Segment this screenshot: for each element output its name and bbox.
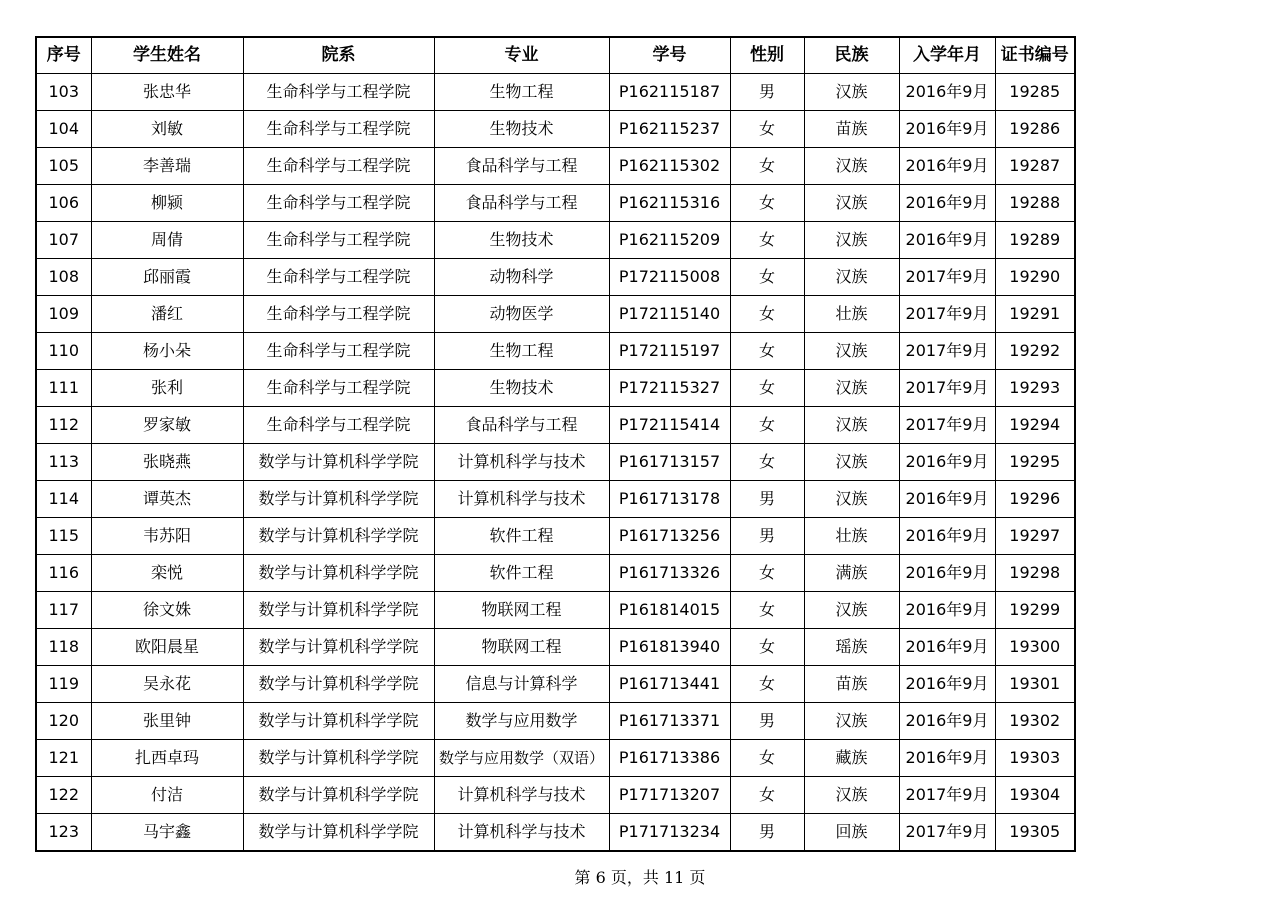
cell-department: 数学与计算机科学学院 — [243, 518, 434, 555]
cell-enrollment-date: 2016年9月 — [899, 518, 995, 555]
cell-major: 生物工程 — [434, 74, 609, 111]
cell-student-id: P162115237 — [609, 111, 730, 148]
cell-department: 生命科学与工程学院 — [243, 259, 434, 296]
student-roster-table — [35, 36, 1076, 852]
cell-certificate-number: 19302 — [995, 703, 1075, 740]
cell-student-name: 扎西卓玛 — [91, 740, 243, 777]
table-row — [36, 592, 1075, 629]
cell-ethnicity: 壮族 — [804, 296, 899, 333]
cell-student-name: 李善瑞 — [91, 148, 243, 185]
cell-enrollment-date: 2016年9月 — [899, 148, 995, 185]
cell-gender: 女 — [730, 407, 804, 444]
cell-ethnicity: 汉族 — [804, 259, 899, 296]
cell-ethnicity: 回族 — [804, 814, 899, 852]
cell-enrollment-date: 2016年9月 — [899, 222, 995, 259]
cell-student-name: 欧阳晨星 — [91, 629, 243, 666]
cell-enrollment-date: 2016年9月 — [899, 703, 995, 740]
cell-gender: 男 — [730, 703, 804, 740]
cell-major: 生物技术 — [434, 222, 609, 259]
cell-index: 103 — [36, 74, 91, 111]
cell-gender: 女 — [730, 148, 804, 185]
cell-department: 数学与计算机科学学院 — [243, 777, 434, 814]
cell-department: 数学与计算机科学学院 — [243, 555, 434, 592]
cell-department: 数学与计算机科学学院 — [243, 592, 434, 629]
cell-index: 116 — [36, 555, 91, 592]
cell-department: 生命科学与工程学院 — [243, 333, 434, 370]
cell-gender: 女 — [730, 333, 804, 370]
cell-enrollment-date: 2016年9月 — [899, 481, 995, 518]
cell-major: 软件工程 — [434, 518, 609, 555]
cell-student-id: P161713157 — [609, 444, 730, 481]
cell-student-name: 马宇鑫 — [91, 814, 243, 852]
table-row — [36, 518, 1075, 555]
cell-gender: 女 — [730, 370, 804, 407]
cell-index: 117 — [36, 592, 91, 629]
cell-student-name: 谭英杰 — [91, 481, 243, 518]
cell-certificate-number: 19291 — [995, 296, 1075, 333]
cell-enrollment-date: 2016年9月 — [899, 74, 995, 111]
cell-major: 食品科学与工程 — [434, 185, 609, 222]
cell-enrollment-date: 2017年9月 — [899, 259, 995, 296]
cell-certificate-number: 19297 — [995, 518, 1075, 555]
cell-certificate-number: 19292 — [995, 333, 1075, 370]
cell-index: 115 — [36, 518, 91, 555]
cell-certificate-number: 19304 — [995, 777, 1075, 814]
column-header-department: 院系 — [243, 37, 434, 74]
cell-gender: 女 — [730, 592, 804, 629]
cell-ethnicity: 汉族 — [804, 703, 899, 740]
table-row — [36, 296, 1075, 333]
cell-major: 计算机科学与技术 — [434, 814, 609, 852]
cell-certificate-number: 19287 — [995, 148, 1075, 185]
cell-ethnicity: 汉族 — [804, 370, 899, 407]
cell-gender: 女 — [730, 666, 804, 703]
cell-index: 121 — [36, 740, 91, 777]
cell-student-name: 柳颍 — [91, 185, 243, 222]
cell-student-id: P161713256 — [609, 518, 730, 555]
cell-major: 食品科学与工程 — [434, 148, 609, 185]
cell-department: 数学与计算机科学学院 — [243, 666, 434, 703]
cell-ethnicity: 满族 — [804, 555, 899, 592]
table-row — [36, 222, 1075, 259]
table-row — [36, 740, 1075, 777]
cell-certificate-number: 19298 — [995, 555, 1075, 592]
cell-department: 生命科学与工程学院 — [243, 185, 434, 222]
cell-enrollment-date: 2016年9月 — [899, 185, 995, 222]
table-row — [36, 777, 1075, 814]
cell-student-name: 付洁 — [91, 777, 243, 814]
cell-index: 118 — [36, 629, 91, 666]
cell-major: 计算机科学与技术 — [434, 481, 609, 518]
table-row — [36, 259, 1075, 296]
cell-index: 109 — [36, 296, 91, 333]
cell-department: 数学与计算机科学学院 — [243, 481, 434, 518]
cell-gender: 女 — [730, 296, 804, 333]
cell-department: 数学与计算机科学学院 — [243, 629, 434, 666]
cell-enrollment-date: 2017年9月 — [899, 296, 995, 333]
cell-ethnicity: 汉族 — [804, 407, 899, 444]
cell-ethnicity: 汉族 — [804, 592, 899, 629]
cell-student-id: P172115197 — [609, 333, 730, 370]
cell-ethnicity: 汉族 — [804, 148, 899, 185]
cell-student-id: P172115140 — [609, 296, 730, 333]
cell-enrollment-date: 2017年9月 — [899, 370, 995, 407]
cell-index: 105 — [36, 148, 91, 185]
cell-student-name: 周倩 — [91, 222, 243, 259]
cell-certificate-number: 19289 — [995, 222, 1075, 259]
table-row — [36, 666, 1075, 703]
cell-major: 计算机科学与技术 — [434, 777, 609, 814]
cell-ethnicity: 瑶族 — [804, 629, 899, 666]
cell-student-name: 潘红 — [91, 296, 243, 333]
cell-student-id: P162115316 — [609, 185, 730, 222]
cell-certificate-number: 19285 — [995, 74, 1075, 111]
cell-major: 数学与应用数学（双语） — [434, 740, 609, 777]
cell-gender: 女 — [730, 629, 804, 666]
cell-student-id: P162115209 — [609, 222, 730, 259]
cell-ethnicity: 汉族 — [804, 74, 899, 111]
cell-major: 动物医学 — [434, 296, 609, 333]
cell-student-name: 栾悦 — [91, 555, 243, 592]
table-row — [36, 407, 1075, 444]
cell-enrollment-date: 2017年9月 — [899, 814, 995, 852]
cell-index: 106 — [36, 185, 91, 222]
cell-enrollment-date: 2017年9月 — [899, 777, 995, 814]
cell-enrollment-date: 2017年9月 — [899, 407, 995, 444]
cell-major: 生物技术 — [434, 370, 609, 407]
cell-department: 数学与计算机科学学院 — [243, 703, 434, 740]
cell-major: 信息与计算科学 — [434, 666, 609, 703]
cell-ethnicity: 藏族 — [804, 740, 899, 777]
cell-major: 物联网工程 — [434, 592, 609, 629]
cell-gender: 女 — [730, 777, 804, 814]
column-header-student-name: 学生姓名 — [91, 37, 243, 74]
cell-department: 数学与计算机科学学院 — [243, 444, 434, 481]
cell-certificate-number: 19286 — [995, 111, 1075, 148]
cell-index: 108 — [36, 259, 91, 296]
cell-ethnicity: 汉族 — [804, 444, 899, 481]
cell-student-id: P171713207 — [609, 777, 730, 814]
cell-major: 动物科学 — [434, 259, 609, 296]
cell-student-name: 罗家敏 — [91, 407, 243, 444]
cell-department: 生命科学与工程学院 — [243, 370, 434, 407]
cell-major: 生物技术 — [434, 111, 609, 148]
cell-ethnicity: 汉族 — [804, 222, 899, 259]
cell-index: 111 — [36, 370, 91, 407]
cell-student-id: P172115008 — [609, 259, 730, 296]
cell-certificate-number: 19300 — [995, 629, 1075, 666]
cell-gender: 女 — [730, 259, 804, 296]
cell-ethnicity: 苗族 — [804, 666, 899, 703]
cell-index: 112 — [36, 407, 91, 444]
cell-major: 食品科学与工程 — [434, 407, 609, 444]
cell-certificate-number: 19293 — [995, 370, 1075, 407]
cell-gender: 女 — [730, 222, 804, 259]
cell-certificate-number: 19299 — [995, 592, 1075, 629]
cell-student-name: 张晓燕 — [91, 444, 243, 481]
cell-enrollment-date: 2016年9月 — [899, 740, 995, 777]
column-header-certificate-number: 证书编号 — [995, 37, 1075, 74]
cell-certificate-number: 19301 — [995, 666, 1075, 703]
column-header-major: 专业 — [434, 37, 609, 74]
cell-student-name: 张忠华 — [91, 74, 243, 111]
cell-ethnicity: 汉族 — [804, 333, 899, 370]
cell-enrollment-date: 2016年9月 — [899, 592, 995, 629]
table-header — [36, 37, 1075, 74]
cell-student-name: 邱丽霞 — [91, 259, 243, 296]
table-row — [36, 703, 1075, 740]
cell-enrollment-date: 2016年9月 — [899, 444, 995, 481]
cell-index: 122 — [36, 777, 91, 814]
cell-certificate-number: 19303 — [995, 740, 1075, 777]
cell-ethnicity: 壮族 — [804, 518, 899, 555]
cell-enrollment-date: 2016年9月 — [899, 629, 995, 666]
cell-major: 数学与应用数学 — [434, 703, 609, 740]
cell-student-id: P162115302 — [609, 148, 730, 185]
cell-department: 生命科学与工程学院 — [243, 407, 434, 444]
table-row — [36, 74, 1075, 111]
cell-student-name: 张利 — [91, 370, 243, 407]
cell-student-id: P161713386 — [609, 740, 730, 777]
cell-major: 物联网工程 — [434, 629, 609, 666]
table-row — [36, 444, 1075, 481]
cell-ethnicity: 汉族 — [804, 185, 899, 222]
cell-student-name: 张里钟 — [91, 703, 243, 740]
cell-gender: 男 — [730, 481, 804, 518]
cell-student-id: P161713326 — [609, 555, 730, 592]
cell-gender: 女 — [730, 111, 804, 148]
cell-certificate-number: 19305 — [995, 814, 1075, 852]
cell-index: 123 — [36, 814, 91, 852]
cell-major: 软件工程 — [434, 555, 609, 592]
cell-student-name: 刘敏 — [91, 111, 243, 148]
cell-index: 104 — [36, 111, 91, 148]
cell-index: 110 — [36, 333, 91, 370]
cell-student-id: P172115414 — [609, 407, 730, 444]
cell-index: 119 — [36, 666, 91, 703]
cell-student-id: P161713178 — [609, 481, 730, 518]
cell-ethnicity: 汉族 — [804, 777, 899, 814]
cell-department: 数学与计算机科学学院 — [243, 740, 434, 777]
table-row — [36, 814, 1075, 852]
cell-gender: 女 — [730, 444, 804, 481]
cell-department: 生命科学与工程学院 — [243, 148, 434, 185]
page-footer: 第 6 页，共 11 页 — [574, 868, 706, 887]
column-header-gender: 性别 — [730, 37, 804, 74]
cell-certificate-number: 19295 — [995, 444, 1075, 481]
cell-gender: 男 — [730, 814, 804, 852]
cell-major: 生物工程 — [434, 333, 609, 370]
cell-index: 107 — [36, 222, 91, 259]
cell-student-id: P172115327 — [609, 370, 730, 407]
cell-student-id: P161814015 — [609, 592, 730, 629]
column-header-student-id: 学号 — [609, 37, 730, 74]
table-row — [36, 185, 1075, 222]
cell-major: 计算机科学与技术 — [434, 444, 609, 481]
table-row — [36, 370, 1075, 407]
cell-student-name: 韦苏阳 — [91, 518, 243, 555]
cell-gender: 女 — [730, 740, 804, 777]
table-row — [36, 333, 1075, 370]
cell-certificate-number: 19296 — [995, 481, 1075, 518]
table-row — [36, 148, 1075, 185]
cell-student-id: P162115187 — [609, 74, 730, 111]
cell-department: 生命科学与工程学院 — [243, 74, 434, 111]
cell-certificate-number: 19288 — [995, 185, 1075, 222]
cell-ethnicity: 汉族 — [804, 481, 899, 518]
cell-department: 数学与计算机科学学院 — [243, 814, 434, 852]
cell-enrollment-date: 2017年9月 — [899, 333, 995, 370]
header-row — [36, 37, 1075, 74]
cell-student-id: P161813940 — [609, 629, 730, 666]
cell-enrollment-date: 2016年9月 — [899, 111, 995, 148]
cell-student-id: P171713234 — [609, 814, 730, 852]
cell-department: 生命科学与工程学院 — [243, 222, 434, 259]
cell-department: 生命科学与工程学院 — [243, 296, 434, 333]
cell-index: 113 — [36, 444, 91, 481]
cell-certificate-number: 19294 — [995, 407, 1075, 444]
cell-enrollment-date: 2016年9月 — [899, 666, 995, 703]
table-row — [36, 629, 1075, 666]
table-body — [36, 74, 1075, 852]
table-row — [36, 555, 1075, 592]
cell-gender: 女 — [730, 185, 804, 222]
cell-student-id: P161713371 — [609, 703, 730, 740]
cell-department: 生命科学与工程学院 — [243, 111, 434, 148]
table-row — [36, 481, 1075, 518]
cell-index: 120 — [36, 703, 91, 740]
table-row — [36, 111, 1075, 148]
cell-student-name: 杨小朵 — [91, 333, 243, 370]
cell-index: 114 — [36, 481, 91, 518]
cell-gender: 女 — [730, 555, 804, 592]
cell-student-name: 徐文姝 — [91, 592, 243, 629]
column-header-ethnicity: 民族 — [804, 37, 899, 74]
column-header-enrollment-date: 入学年月 — [899, 37, 995, 74]
column-header-index: 序号 — [36, 37, 91, 74]
cell-student-name: 吴永花 — [91, 666, 243, 703]
cell-student-id: P161713441 — [609, 666, 730, 703]
cell-ethnicity: 苗族 — [804, 111, 899, 148]
cell-certificate-number: 19290 — [995, 259, 1075, 296]
cell-gender: 男 — [730, 74, 804, 111]
cell-enrollment-date: 2016年9月 — [899, 555, 995, 592]
cell-gender: 男 — [730, 518, 804, 555]
